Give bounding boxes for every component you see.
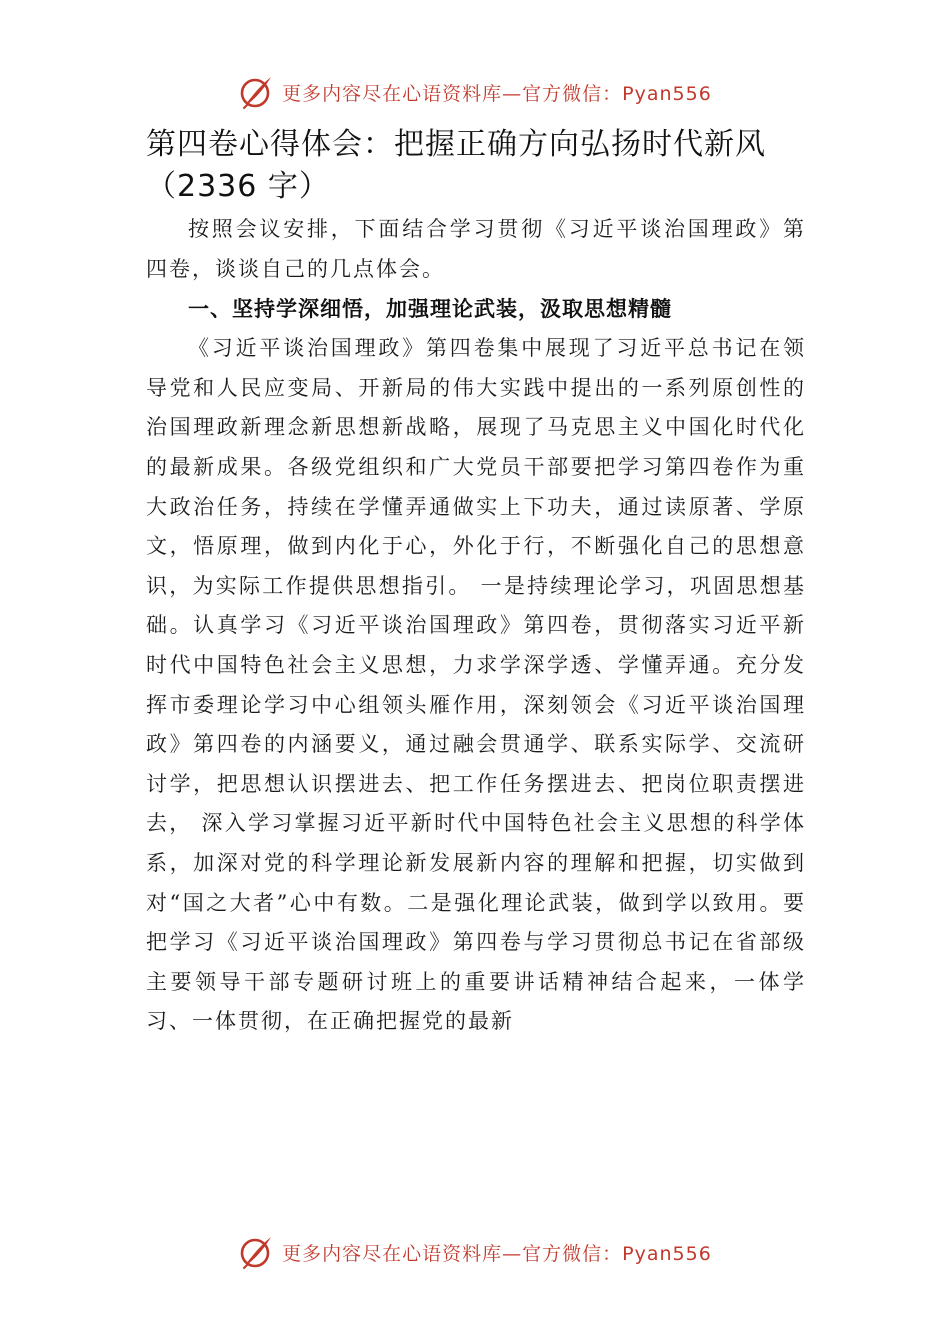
footer-banner xyxy=(0,1232,950,1272)
quill-logo-icon xyxy=(238,74,274,110)
wechat-id: Pyan556 xyxy=(622,82,712,105)
document-body xyxy=(146,124,806,1042)
intro-paragraph: 按照会议安排，下面结合学习贯彻《习近平谈治国理政》第四卷，谈谈自己的几点体会。 xyxy=(146,217,806,281)
quill-logo-icon xyxy=(238,1234,274,1270)
header-banner xyxy=(0,72,950,112)
wechat-id: Pyan556 xyxy=(622,1242,712,1265)
section-heading: 一、坚持学深细悟，加强理论武装，汲取思想精髓 xyxy=(188,297,672,322)
section-paragraph: 《习近平谈治国理政》第四卷集中展现了习近平总书记在领导党和人民应变局、开新局的伟大实践中提出的一系列原创性的治国理政新理念新思想新战略，展现了马克思主义中国化时代化的最新成果。各级党组织和广大党员干部要把学习第四卷作为重大政治任务，持续在学懂弄通做实上下功夫，通过读原著、学原文，悟原理，做到内化于心，外化于行，不断强化自己的思想意识，为实际工作提供思想指引。 一是持续理论学习，巩固思想基础。认真学习《习近平谈治国理政》第四卷，贯彻落实习近平新时代中国特色社会主义思想，力求学深学透、学懂弄通。充分发挥市委理论学习中心组领头雁作用，深刻领会《习近平谈治国理政》第四卷的内涵要义，通过融会贯通学、联系实际学、交流研讨学，把思想认识摆进去、把工作任务摆进去、把岗位职责摆进去， 深入学习掌握习近平新时代中国特色社会主义思想的科学体系，加深对党的科学理论新发展新内容的理解和把握，切实做到对“国之大者”心中有数。二是强化理论武装，做到学以致用。要把学习《习近平谈治国理政》第四卷与学习贯彻总书记在省部级主要领导干部专题研讨班上的重要讲话精神结合起来，一体学习、一体贯彻，在正确把握党的最新 xyxy=(146,336,806,1034)
document-title: 第四卷心得体会：把握正确方向弘扬时代新风（2336 字） xyxy=(146,127,766,204)
banner-text: 更多内容尽在心语资料库—官方微信：Pyan556 xyxy=(282,1242,712,1265)
banner-text: 更多内容尽在心语资料库—官方微信：Pyan556 xyxy=(282,82,712,105)
